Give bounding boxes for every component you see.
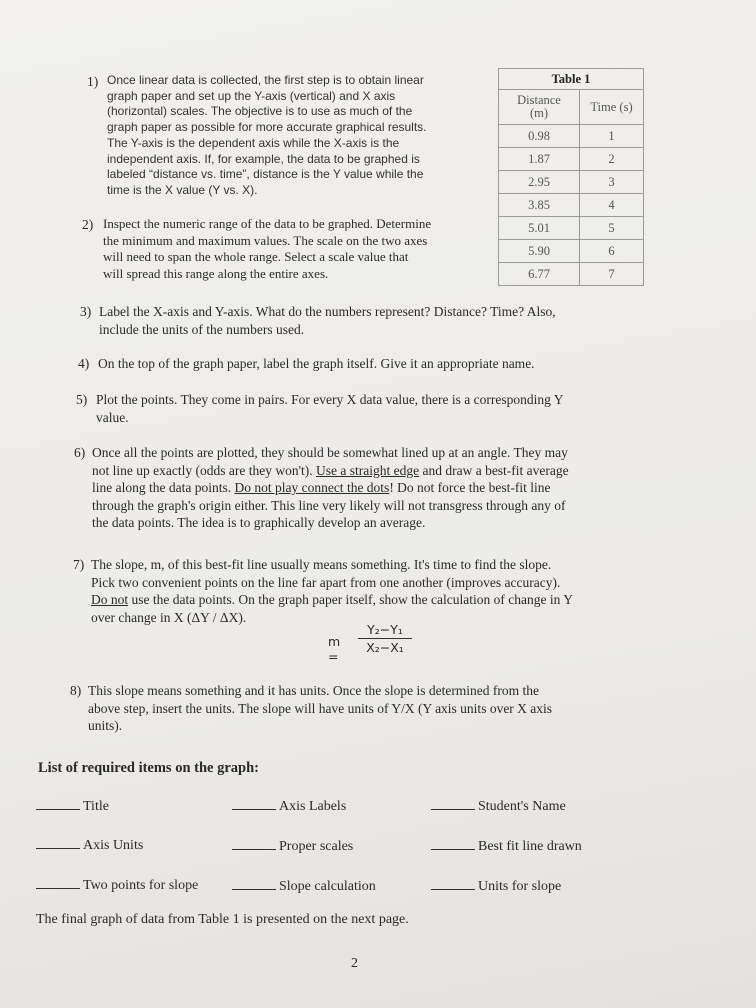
table-row: 5.90 6: [499, 240, 644, 263]
step-line: labeled “distance vs. time”, distance is the Y value while the: [107, 167, 424, 182]
underlined-text: Do not play connect the dots: [234, 480, 390, 495]
blank-line[interactable]: [36, 876, 80, 889]
step-line: the minimum and maximum values. The scale on the two axes: [103, 232, 428, 248]
formula-denominator: X₂−X₁: [366, 640, 404, 655]
step-number: 2): [82, 217, 94, 232]
step-line: The slope, m, of this best-fit line usually means something. It's time to find the slope.: [91, 557, 552, 572]
step-line: On the top of the graph paper, label the graph itself. Give it an appropriate name.: [98, 356, 535, 371]
table-row: 2.95 3: [499, 171, 644, 194]
table-row: 3.85 4: [499, 194, 644, 217]
table-row: 0.98 1: [499, 125, 644, 148]
step-line: time is the X value (Y vs. X).: [107, 182, 258, 197]
step-line: will spread this range along the entire axes.: [103, 265, 329, 281]
step-number: 8): [70, 683, 82, 698]
step-2: [82, 216, 494, 282]
blank-line[interactable]: [232, 877, 276, 890]
table-caption: Table 1: [499, 69, 644, 90]
step-6: [74, 444, 684, 532]
table-row: 1.87 2: [499, 148, 644, 171]
step-line: the data points. The idea is to graphically develop an average.: [92, 515, 426, 530]
step-line: Once all the points are plotted, they should be somewhat lined up at an angle. They may: [92, 445, 568, 460]
step-line: not line up exactly (odds are they won't). Use a straight edge and draw a best-fit average: [92, 462, 569, 478]
step-line: units).: [88, 718, 123, 733]
formula-numerator: Y₂−Y₁: [358, 622, 412, 639]
column-header-distance: Distance (m): [499, 90, 580, 125]
step-line: graph paper as possible for more accurate graphical results.: [107, 120, 427, 135]
checklist-item-axis-labels: Axis Labels: [232, 797, 346, 815]
step-line: Label the X-axis and Y-axis. What do the numbers represent? Distance? Time? Also,: [99, 304, 556, 319]
step-line: will need to span the whole range. Select a scale value that: [103, 249, 409, 264]
checklist-item-proper-scales: Proper scales: [232, 837, 353, 855]
blank-line[interactable]: [232, 837, 276, 850]
step-line: include the units of the numbers used.: [99, 321, 305, 337]
checklist-item-units-for-slope: Units for slope: [431, 877, 561, 895]
step-number: 7): [73, 557, 85, 572]
checklist-item-title: Title: [36, 797, 109, 815]
checklist-item-best-fit-line: Best fit line drawn: [431, 837, 582, 855]
final-note: The final graph of data from Table 1 is presented on the next page.: [36, 912, 409, 927]
step-line: above step, insert the units. The slope will have units of Y/X (Y axis units over X axis: [88, 700, 553, 716]
step-number: 1): [87, 74, 99, 89]
underlined-text: Use a straight edge: [316, 462, 420, 478]
step-line: Plot the points. They come in pairs. For every X data value, there is a corresponding Y: [96, 392, 564, 407]
step-line: graph paper and set up the Y-axis (vertical) and X axis: [107, 88, 396, 103]
step-8: [70, 682, 680, 735]
step-number: 3): [80, 304, 92, 319]
checklist-item-students-name: Student's Name: [431, 797, 566, 815]
blank-line[interactable]: [36, 797, 80, 810]
step-line: Do not use the data points. On the graph paper itself, show the calculation of change in Y: [91, 592, 573, 607]
step-line: Inspect the numeric range of the data to be graphed. Determine: [103, 216, 432, 231]
checklist-item-axis-units: Axis Units: [36, 836, 143, 854]
blank-line[interactable]: [232, 797, 276, 810]
step-7: [73, 556, 683, 626]
column-header-time: Time (s): [580, 90, 644, 125]
step-3: [80, 303, 680, 338]
step-5: [76, 391, 676, 426]
checklist-item-slope-calculation: Slope calculation: [232, 877, 376, 895]
blank-line[interactable]: [431, 877, 475, 890]
step-line: line along the data points. Do not play connect the dots! Do not force the best-fit line: [92, 480, 551, 495]
blank-line[interactable]: [431, 797, 475, 810]
page-number: 2: [351, 956, 358, 971]
step-line: The Y-axis is the dependent axis while the X-axis is the: [107, 135, 400, 150]
step-number: 6): [74, 445, 86, 460]
checklist-item-two-points: Two points for slope: [36, 876, 198, 894]
checklist-title: List of required items on the graph:: [38, 760, 259, 776]
underlined-text: Do not: [91, 592, 129, 607]
step-line: Once linear data is collected, the first step is to obtain linear: [107, 73, 424, 87]
blank-line[interactable]: [431, 837, 475, 850]
step-1: [87, 73, 487, 199]
formula-m: m =: [328, 634, 341, 664]
step-line: over change in X (ΔY / ΔX).: [91, 609, 247, 625]
table-row: 6.77 7: [499, 263, 644, 286]
step-line: independent axis. If, for example, the data to be graphed is: [107, 151, 420, 166]
step-line: through the graph's origin either. This line very likely will not transgress through any of: [92, 497, 566, 513]
step-line: value.: [96, 409, 129, 425]
step-line: This slope means something and it has units. Once the slope is determined from the: [88, 683, 540, 698]
table-row: 5.01 5: [499, 217, 644, 240]
data-table: [498, 68, 644, 286]
step-line: (horizontal) scales. The objective is to use as much of the: [107, 104, 413, 119]
step-number: 4): [78, 356, 90, 371]
blank-line[interactable]: [36, 836, 80, 849]
step-number: 5): [76, 392, 88, 407]
step-4: [78, 355, 678, 373]
formula-fraction: [358, 622, 412, 655]
step-line: Pick two convenient points on the line far apart from one another (improves accuracy).: [91, 574, 561, 590]
